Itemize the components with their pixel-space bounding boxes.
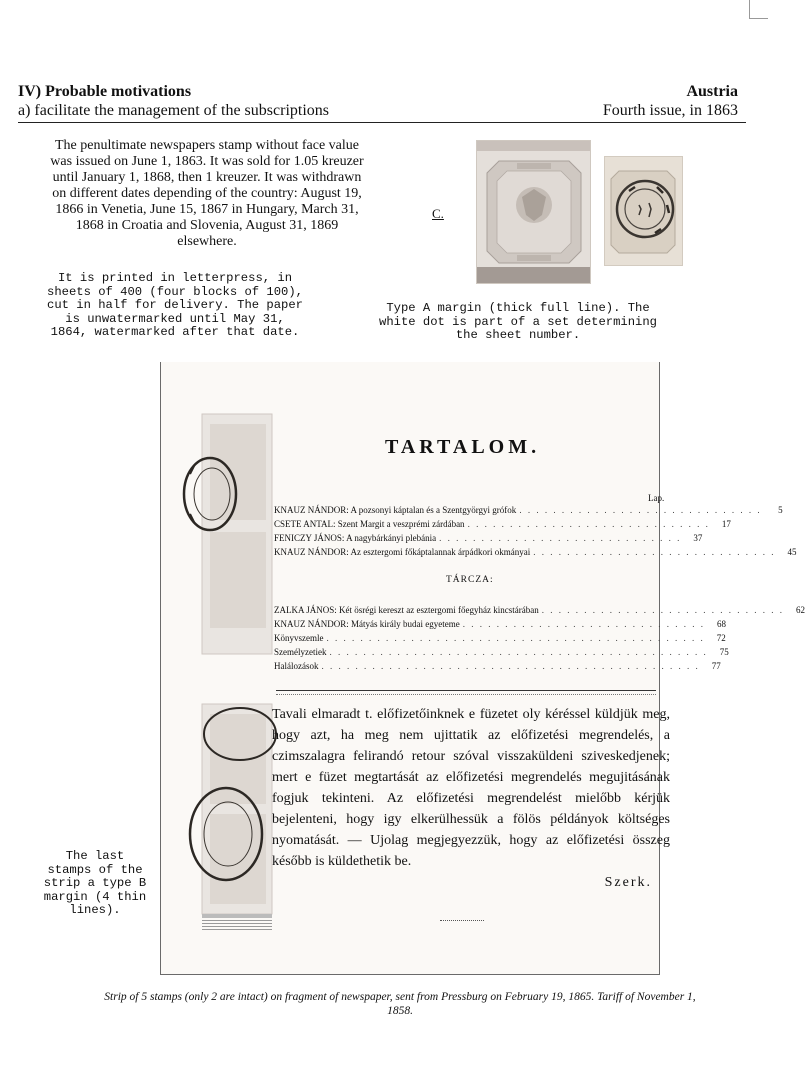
header-right — [603, 82, 738, 120]
notice-text: Tavali elmaradt t. előfizetőinknek e füzetet oly kéréssel küldjük meg, hogy azt, ha meg nem ujittatik az előfizetési megrendelés, a czimszalagra felirandó retour szóval visszaküldeni sziveskedjenek; mert e füzet megtartását az előfizetési megrendelés megujitásának fogjuk tekinteni. Az előfizetési megrendelést mielőbb kérjük bejelenteni, hogy igy elkerülhessük a fölös példányok költséges nyomatását. — Ujolag megjegyezzük, hogy az előfizetési összeg később is küldethetik be. — [272, 707, 670, 869]
toc-entry-page: 37 — [693, 533, 703, 543]
toc-entry-page: 5 — [778, 505, 783, 515]
tarcza-heading: TÁRCZA: — [446, 575, 494, 585]
toc2-entry-page: 62 — [796, 605, 805, 615]
toc2-entry-label: Személyzetiek — [274, 647, 327, 657]
figure-caption: Strip of 5 stamps (only 2 are intact) on fragment of newspaper, sent from Pressburg on February 19, 1865. Tariff of November 1, 1858. — [104, 991, 696, 1017]
notice-signature: Szerk. — [604, 875, 652, 890]
stamp-b-drawing — [605, 157, 682, 265]
toc-entry-label: KNAUZ NÁNDOR: Az esztergomi főkáptalannak árpádkori okmányai — [274, 547, 531, 557]
figure-label: C. — [432, 206, 444, 221]
intro-text: The penultimate newspapers stamp without face value was issued on June 1, 1863. It was sold for 1.05 kreuzer until January 1, 1868, then 1 kreuzer. It was withdrawn on different dates depending of the country: August 19, 1866 in Venetia, June 15, 1867 in Hungary, March 31, 1868 in Croatia and Slovenia, August 31, 1869 elsewhere. — [50, 138, 364, 249]
stamp-strip-drawing — [180, 414, 276, 934]
toc2-entry: Halálozások . . . . . . . . . . . . . . . . . . . . . . . . . . . . . . . . . . . . . . . . . . . . . 77 — [274, 661, 721, 671]
print-note: It is printed in letterpress, in sheets of 400 (four blocks of 100), cut in half for delivery. The paper is unwatermarked until May 31, 1864, watermarked after that date. — [47, 271, 303, 340]
stamp-a-drawing — [477, 141, 590, 283]
toc2-entry: ZALKA JÁNOS: Két ösrégi kereszt az esztergomi főegyház kincstárában . . . . . . . . . . . . . . . . . . . . . . . . . . . . . 62 — [274, 605, 805, 615]
toc2-entry: KNAUZ NÁNDOR: Mátyás király budai egyeteme . . . . . . . . . . . . . . . . . . . . . . . . . . . . . 68 — [274, 619, 726, 629]
toc-entry: FENICZY JÁNOS: A nagybárkányi plebánia . . . . . . . . . . . . . . . . . . . . . . . . . . . . . 37 — [274, 533, 703, 543]
subsection-title: a) facilitate the management of the subscriptions — [18, 102, 329, 119]
stamp-type-a-note: Type A margin (thick full line). The white dot is part of a set determining the sheet number. — [379, 301, 657, 343]
toc2-entry-page: 72 — [716, 633, 726, 643]
toc2-entry-label: ZALKA JÁNOS: Két ösrégi kereszt az esztergomi főegyház kincstárában — [274, 605, 539, 615]
header-left — [18, 82, 329, 120]
strip-margin-note: The last stamps of the strip a type B margin (4 thin lines). — [43, 849, 147, 918]
newspaper-title: TARTALOM. — [385, 436, 541, 458]
stamp-strip-image — [180, 414, 276, 934]
toc-entry: CSETE ANTAL: Szent Margit a veszprémi zárdában . . . . . . . . . . . . . . . . . . . . . . . . . . . . . 17 — [274, 519, 731, 529]
toc2-entry-label: Halálozások — [274, 661, 319, 671]
toc2-entry-label: KNAUZ NÁNDOR: Mátyás király budai egyeteme — [274, 619, 460, 629]
toc-entry-page: 17 — [721, 519, 731, 529]
subscription-notice — [272, 704, 670, 893]
toc-entry-page: 45 — [787, 547, 797, 557]
toc-page-header: Lap. — [648, 493, 665, 503]
issue-title: Fourth issue, in 1863 — [602, 102, 738, 119]
toc2-entry-page: 75 — [719, 647, 729, 657]
stamp-type-a-image — [476, 140, 591, 284]
toc2-entry-label: Könyvszemle — [274, 633, 324, 643]
page-corner-mark — [749, 0, 768, 19]
toc-entry-label: FENICZY JÁNOS: A nagybárkányi plebánia — [274, 533, 437, 543]
toc2-entry: Könyvszemle . . . . . . . . . . . . . . . . . . . . . . . . . . . . . . . . . . . . . . . . . . . . . 72 — [274, 633, 726, 643]
newspaper-separator — [276, 690, 656, 691]
toc-entry-label: KNAUZ NÁNDOR: A pozsonyi káptalan és a Szentgyörgyi grófok — [274, 505, 517, 515]
section-title: IV) Probable motivations — [18, 83, 192, 100]
header-rule — [18, 122, 746, 123]
toc-entry-label: CSETE ANTAL: Szent Margit a veszprémi zárdában — [274, 519, 465, 529]
toc-entry: KNAUZ NÁNDOR: A pozsonyi káptalan és a Szentgyörgyi grófok . . . . . . . . . . . . . . . . . . . . . . . . . . . . . 5 — [274, 505, 783, 515]
newspaper-separator-dotted — [276, 694, 656, 695]
stamp-used-image — [604, 156, 683, 266]
toc2-entry: Személyzetiek . . . . . . . . . . . . . . . . . . . . . . . . . . . . . . . . . . . . . . . . . . . . . 75 — [274, 647, 729, 657]
toc2-entry-page: 77 — [711, 661, 721, 671]
country-title: Austria — [686, 83, 738, 100]
notice-end-mark — [440, 920, 484, 921]
toc2-entry-page: 68 — [716, 619, 726, 629]
toc-entry: KNAUZ NÁNDOR: Az esztergomi főkáptalannak árpádkori okmányai . . . . . . . . . . . . . . . . . . . . . . . . . . . . . 45 — [274, 547, 797, 557]
